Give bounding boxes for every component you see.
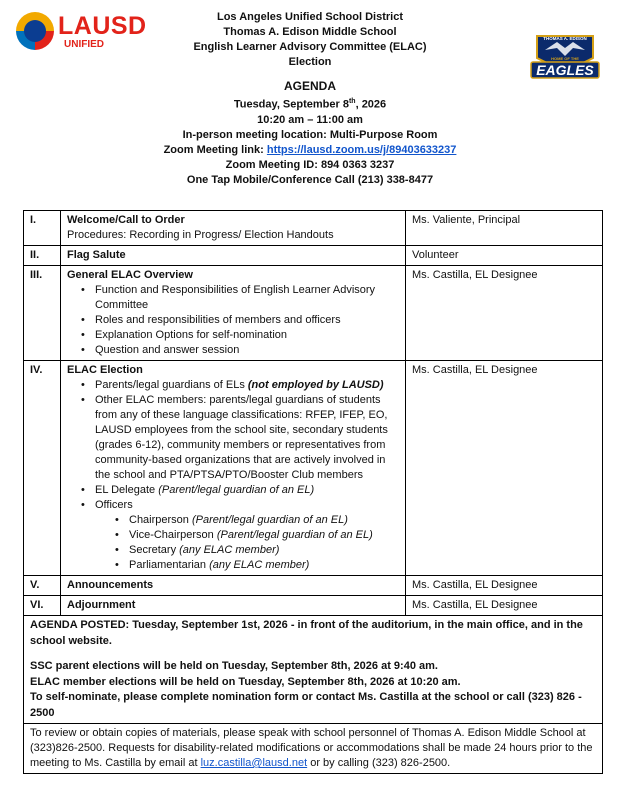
eagles-logo-top-text: THOMAS A. EDISON	[543, 36, 587, 41]
list-item: • Other ELAC members: parents/legal guardians of students from any of these language classifications: RFEP, IFEP, EO, LAUSD employees from the school site, secondary students (grades 6-12), community members or representatives from community-based organizations that are actively involved in the school and PTA/PTSA/PTO/Booster Club members	[95, 393, 399, 483]
item-title: Welcome/Call to Order	[67, 214, 185, 226]
self-nomination-notice: To self-nominate, please complete nomination form or contact Ms. Castilla at the school or call (323) 826 - 2500	[30, 691, 582, 719]
agenda-row	[24, 361, 603, 576]
accommodations-footer: To review or obtain copies of materials, please speak with school personnel of Thomas A. Edison Middle School at (323)826-2500. Requests for disability-related modifications or accommodations shall be made 24 hours prior to the meeting to Ms. Castilla by email at luz.castilla@lausd.net or by calling (323) 826-2500.	[24, 724, 603, 774]
item-number: V.	[24, 576, 61, 596]
item-content	[61, 211, 406, 246]
meeting-date: Tuesday, September 8th, 2026	[233, 98, 387, 111]
officer-item: • Vice-Chairperson (Parent/legal guardian of an EL)	[129, 528, 399, 543]
item-number: II.	[24, 246, 61, 266]
item-content	[61, 361, 406, 576]
school-name: Thomas A. Edison Middle School	[223, 26, 397, 38]
agenda-row	[24, 211, 603, 246]
officer-item: • Parliamentarian (any ELAC member)	[129, 558, 399, 573]
district-name: Los Angeles Unified School District	[216, 11, 403, 23]
officer-item: • Secretary (any ELAC member)	[129, 543, 399, 558]
item-number: VI.	[24, 596, 61, 616]
elac-election-notice: ELAC member elections will be held on Tuesday, September 8th, 2026 at 10:20 am.	[30, 675, 461, 688]
list-item: • Parents/legal guardians of ELs (not employed by LAUSD)	[95, 378, 399, 393]
item-number: III.	[24, 266, 61, 361]
zoom-link[interactable]: https://lausd.zoom.us/j/89403633237	[266, 143, 457, 156]
eagles-logo	[527, 28, 603, 80]
item-presenter: Ms. Castilla, EL Designee	[406, 361, 603, 576]
item-title: Announcements	[67, 579, 154, 591]
item-number: IV.	[24, 361, 61, 576]
ssc-election-notice: SSC parent elections will be held on Tuesday, September 8th, 2026 at 9:40 am.	[30, 660, 438, 672]
footer-row	[24, 724, 603, 774]
agenda-row	[24, 596, 603, 616]
agenda-row	[24, 266, 603, 361]
agenda-row	[24, 576, 603, 596]
officer-list	[67, 513, 399, 573]
bullet-list	[67, 378, 399, 513]
item-presenter: Ms. Castilla, EL Designee	[406, 266, 603, 361]
list-item: • Function and Responsibilities of English Learner Advisory Committee	[95, 283, 399, 313]
agenda-posted-notice: AGENDA POSTED: Tuesday, September 1st, 2026 - in front of the auditorium, in the main office, and in the school website.	[30, 619, 583, 647]
event-name: Election	[288, 56, 332, 68]
eagles-logo-home-text: HOME OF THE	[551, 56, 579, 61]
document-header	[120, 10, 500, 188]
item-presenter: Ms. Castilla, EL Designee	[406, 576, 603, 596]
agenda-table	[23, 210, 603, 774]
eagles-logo-word: EAGLES	[536, 62, 594, 78]
item-title: Adjournment	[67, 599, 136, 611]
agenda-row	[24, 246, 603, 266]
lausd-logo-icon	[16, 12, 54, 50]
item-presenter: Ms. Valiente, Principal	[406, 211, 603, 246]
agenda-title: AGENDA	[283, 79, 336, 93]
zoom-link-line: Zoom Meeting link: https://lausd.zoom.us/j/89403633237	[163, 143, 457, 156]
list-item: • EL Delegate (Parent/legal guardian of an EL)	[95, 483, 399, 498]
item-title: ELAC Election	[67, 364, 143, 376]
list-item: • Question and answer session	[95, 343, 399, 358]
meeting-time: 10:20 am – 11:00 am	[257, 113, 363, 126]
item-presenter: Ms. Castilla, EL Designee	[406, 596, 603, 616]
officer-item: • Chairperson (Parent/legal guardian of an EL)	[129, 513, 399, 528]
item-title: Flag Salute	[67, 249, 126, 261]
email-link[interactable]: luz.castilla@lausd.net	[200, 757, 308, 769]
notices	[24, 616, 603, 724]
committee-name: English Learner Advisory Committee (ELAC)	[193, 41, 427, 53]
list-item: • Explanation Options for self-nomination	[95, 328, 399, 343]
list-item: • Roles and responsibilities of members and officers	[95, 313, 399, 328]
notices-row	[24, 616, 603, 724]
item-number: I.	[24, 211, 61, 246]
item-subtext: Procedures: Recording in Progress/ Election Handouts	[67, 229, 334, 241]
lausd-logo-word: LAUSD	[58, 12, 147, 40]
conference-phone: One Tap Mobile/Conference Call (213) 338-8477	[186, 173, 434, 186]
list-item: • Officers	[95, 498, 399, 513]
item-presenter: Volunteer	[406, 246, 603, 266]
lausd-logo-sub: UNIFIED	[64, 39, 104, 50]
item-content	[61, 596, 406, 616]
item-content	[61, 266, 406, 361]
item-content	[61, 576, 406, 596]
item-content	[61, 246, 406, 266]
meeting-location: In-person meeting location: Multi-Purpose Room	[182, 128, 438, 141]
bullet-list	[67, 283, 399, 358]
item-title: General ELAC Overview	[67, 269, 193, 281]
zoom-meeting-id: Zoom Meeting ID: 894 0363 3237	[225, 158, 395, 171]
